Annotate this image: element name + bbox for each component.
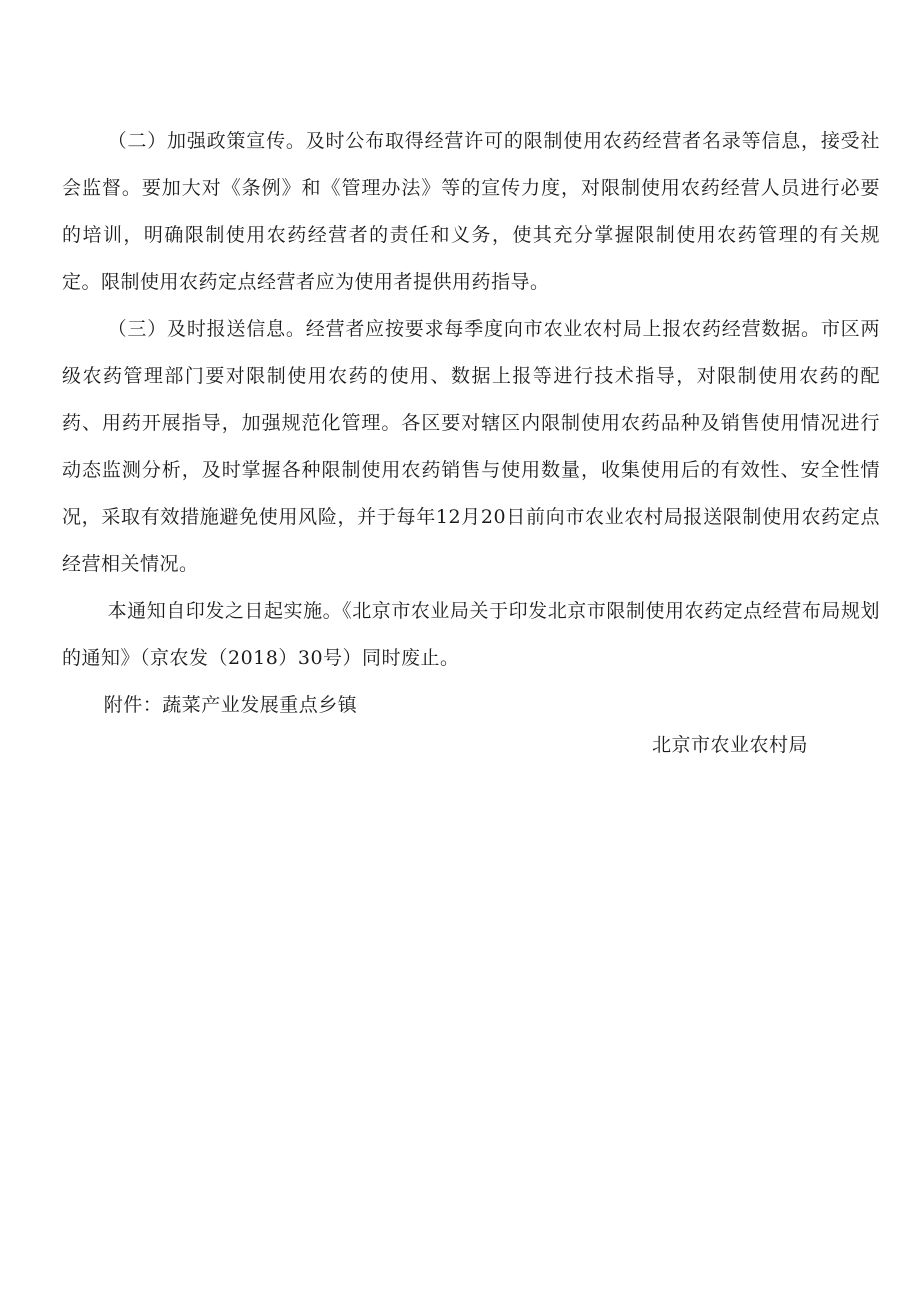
issuer-signature: 北京市农业农村局 [652,734,809,756]
document-body [62,118,880,729]
attachment-line: 附件：蔬菜产业发展重点乡镇 [103,694,358,716]
paragraph-effective-date: 本通知自印发之日起实施。《北京市农业局关于印发北京市限制使用农药定点经营布局规划的通知》（京农发（2018）30号）同时废止。 [62,600,880,669]
paragraph-policy-publicity: （二）加强政策宣传。及时公布取得经营许可的限制使用农药经营者名录等信息，接受社会监督。要加大对《条例》和《管理办法》等的宣传力度，对限制使用农药经营人员进行必要的培训，明确限制使用农药经营者的责任和义务，使其充分掌握限制使用农药管理的有关规定。限制使用农药定点经营者应为使用者提供用药指导。 [62,130,880,293]
paragraph-information-reporting: （三）及时报送信息。经营者应按要求每季度向市农业农村局上报农药经营数据。市区两级农药管理部门要对限制使用农药的使用、数据上报等进行技术指导，对限制使用农药的配药、用药开展指导，加强规范化管理。各区要对辖区内限制使用农药品种及销售使用情况进行动态监测分析，及时掌握各种限制使用农药销售与使用数量，收集使用后的有效性、安全性情况，采取有效措施避免使用风险，并于每年12月20日前向市农业农村局报送限制使用农药定点经营相关情况。 [62,318,880,575]
